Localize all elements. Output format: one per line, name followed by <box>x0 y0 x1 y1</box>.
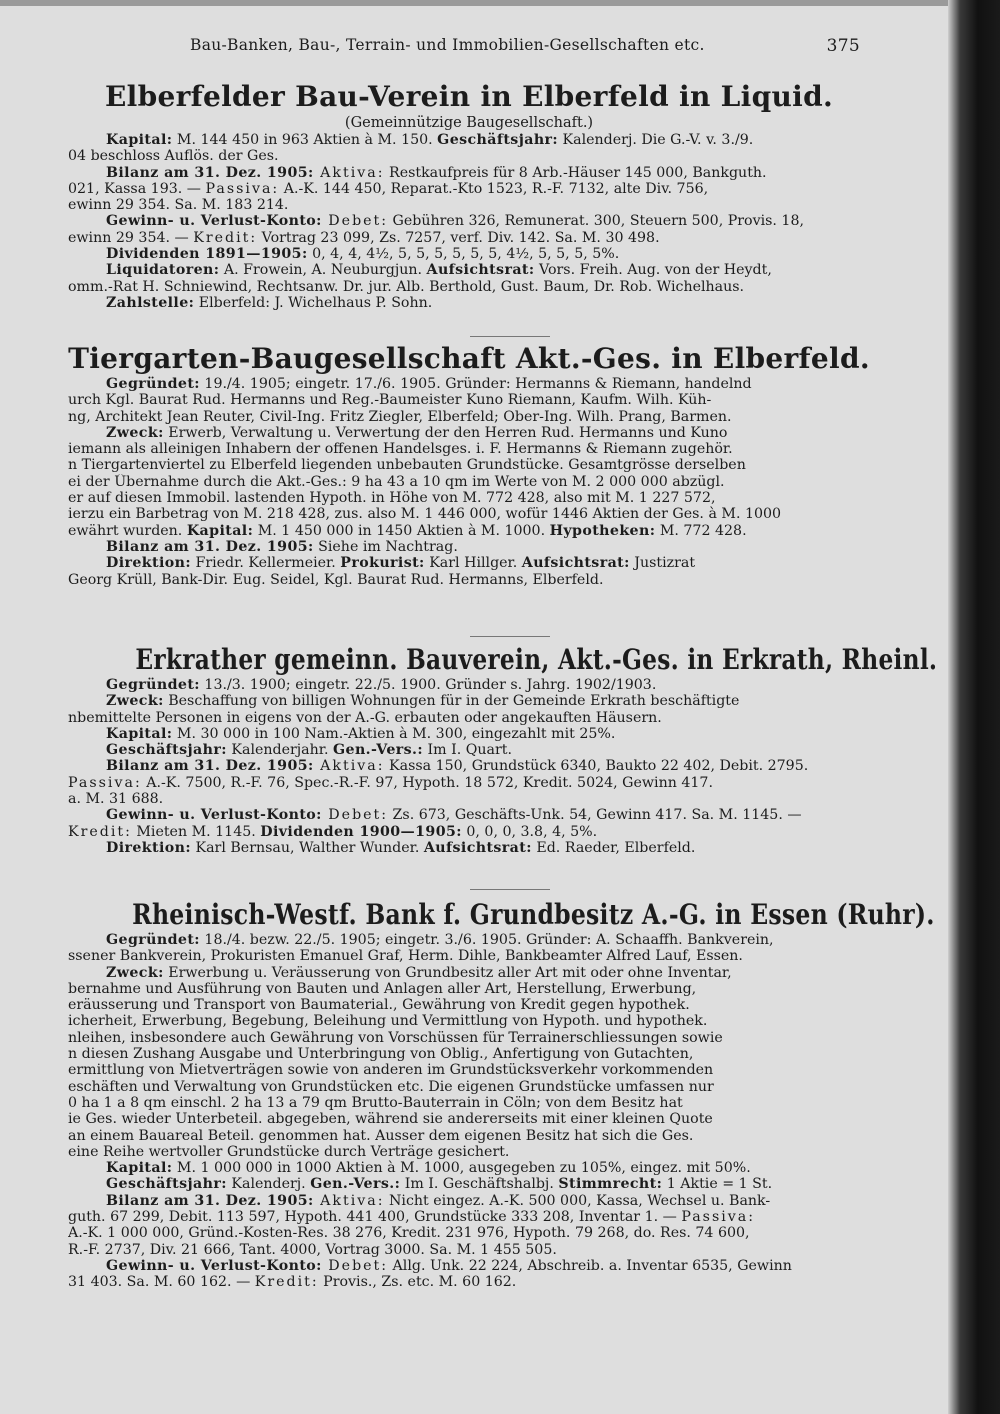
field-label: Gen.-Vers.: <box>310 1176 401 1193</box>
field-text: Georg Krüll, Bank-Dir. Eug. Seidel, Kgl. Baurat Rud. Hermanns, Elberfeld. <box>68 571 604 588</box>
field-text: A.-K. 1 000 000, Gründ.-Kosten-Res. 38 276, Kredit. 231 976, Hypoth. 79 268, do. Res. 74 600, <box>68 1225 750 1242</box>
text-line <box>68 742 870 758</box>
field-label: Direktion: <box>106 555 191 572</box>
text-line <box>68 246 870 262</box>
field-label: Gen.-Vers.: <box>333 742 424 759</box>
field-text: Gebühren 326, Remunerat. 300, Steuern 500, Provis. 18, <box>388 213 804 230</box>
field-label: Bilanz am 31. Dez. 1905: <box>106 164 314 181</box>
text-line <box>68 710 870 726</box>
field-text: nleihen, insbesondere auch Gewährung von Vorschüssen für Terrainerschliessungen sowie <box>68 1029 723 1046</box>
field-label: Geschäftsjahr: <box>106 742 227 759</box>
section-rheinisch-westf-bank <box>68 898 935 1291</box>
running-head <box>190 36 860 60</box>
text-line <box>68 1079 870 1095</box>
field-text: eschäften und Verwaltung von Grundstücken etc. Die eigenen Grundstücke umfassen nur <box>68 1078 714 1095</box>
field-text: Karl Bernsau, Walther Wunder. <box>190 839 424 856</box>
field-label: Bilanz am 31. Dez. 1905: <box>106 538 314 555</box>
section-elberfelder-bau-verein <box>68 80 870 311</box>
text-line <box>68 409 870 425</box>
section-body <box>68 677 870 856</box>
field-text: ng, Architekt Jean Reuter, Civil-Ing. Fritz Ziegler, Elberfeld; Ober-Ing. Wilh. Prang, Barmen. <box>68 408 732 425</box>
text-line <box>68 523 870 539</box>
field-label: Stimmrecht: <box>558 1176 663 1193</box>
field-text: M. 772 428. <box>655 522 747 539</box>
field-text: ewinn 29 354. — <box>68 229 194 246</box>
field-text: A.-K. 144 450, Reparat.-Kto 1523, R.-F. 7132, alte Div. 756, <box>279 180 709 197</box>
field-text: a. M. 31 688. <box>68 791 164 808</box>
field-text: n Tiergartenviertel zu Elberfeld liegenden unbebauten Grundstücke. Gesamtgrösse derselben <box>68 457 746 474</box>
text-line <box>68 1176 870 1192</box>
field-text: ewinn 29 354. Sa. M. 183 214. <box>68 197 289 214</box>
text-line <box>68 376 870 392</box>
section-body <box>68 132 870 311</box>
field-label: Kapital: <box>106 725 173 742</box>
text-line <box>68 677 870 693</box>
text-line <box>68 1046 870 1062</box>
field-text: nbemittelte Personen in eigens von der A.-G. erbauten oder angekauften Häusern. <box>68 709 662 726</box>
section-title: Erkrather gemeinn. Bauverein, Akt.-Ges. in Erkrath, Rheinl. <box>135 643 938 676</box>
field-text: Erwerbung u. Veräusserung von Grundbesitz aller Art mit oder ohne Inventar, <box>163 964 732 981</box>
field-text: Friedr. Kellermeier. <box>190 555 341 572</box>
field-text: Siehe im Nachtrag. <box>313 538 458 555</box>
text-line <box>68 1193 870 1209</box>
account-side-label: Debet: <box>321 807 389 824</box>
section-tiergarten-baugesellschaft <box>68 342 870 588</box>
field-text: Restkaufpreis für 8 Arb.-Häuser 145 000, Bankguth. <box>384 164 767 181</box>
section-subtitle: (Gemeinnützige Baugesellschaft.) <box>344 115 594 131</box>
field-text: M. 1 450 000 in 1450 Aktien à M. 1000. <box>253 522 550 539</box>
field-label: Liquidatoren: <box>106 262 220 279</box>
text-line <box>68 1209 870 1225</box>
text-line <box>68 1128 870 1144</box>
field-text: er auf diesen Immobil. lastenden Hypoth. in Höhe von M. 772 428, also mit M. 1 227 572, <box>68 490 716 507</box>
field-text: icherheit, Erwerbung, Begebung, Beleihung und Vermittlung von Hypoth. und hypothek. <box>68 1013 708 1030</box>
field-label: Dividenden 1900—1905: <box>260 823 462 840</box>
text-line <box>68 1160 870 1176</box>
field-text: eine Reihe wertvoller Grundstücke durch Verträge gesichert. <box>68 1143 510 1160</box>
page-right-edge-shadow <box>948 0 1000 1414</box>
field-text: Ed. Raeder, Elberfeld. <box>531 839 696 856</box>
field-text: 1 Aktie = 1 St. <box>662 1176 773 1193</box>
field-text: eräusserung und Transport von Baumaterial., Gewährung von Kredit gegen hypothek. <box>68 997 690 1014</box>
field-label: Bilanz am 31. Dez. 1905: <box>106 1192 314 1209</box>
field-text: Provis., Zs. etc. M. 60 162. <box>318 1274 517 1291</box>
field-text: Allg. Unk. 22 224, Abschreib. a. Inventar 6535, Gewinn <box>388 1257 792 1274</box>
field-text: 0, 4, 4, 4½, 5, 5, 5, 5, 5, 5, 4½, 5, 5, 5, 5%. <box>307 246 620 263</box>
field-text: Vortrag 23 099, Zs. 7257, verf. Div. 142. Sa. M. 30 498. <box>257 229 660 246</box>
field-text: Nicht eingez. A.-K. 500 000, Kassa, Wechsel u. Bank- <box>384 1192 771 1209</box>
text-line <box>68 490 870 506</box>
field-text: ermittlung von Mietverträgen sowie von anderen im Grundstücksverkehr vorkommenden <box>68 1062 714 1079</box>
text-line <box>68 775 870 791</box>
field-text: 0, 0, 0, 3.8, 4, 5%. <box>461 823 598 840</box>
field-label: Zweck: <box>106 693 164 710</box>
account-side-label: Kredit: <box>254 1274 319 1291</box>
text-line <box>68 572 870 588</box>
text-line <box>68 1062 870 1078</box>
running-head-title: Bau-Banken, Bau-, Terrain- und Immobilien-Gesellschaften etc. <box>190 36 705 54</box>
text-line <box>68 506 870 522</box>
field-label: Kapital: <box>106 1160 173 1177</box>
field-text: R.-F. 2737, Div. 21 666, Tant. 4000, Vortrag 3000. Sa. M. 1 455 505. <box>68 1241 557 1258</box>
field-text: Kalenderj. Die G.-V. v. 3./9. <box>558 132 754 148</box>
account-side-label: Debet: <box>321 1257 389 1274</box>
text-line <box>68 981 870 997</box>
field-text: ei der Übernahme durch die Akt.-Ges.: 9 ha 43 a 10 qm im Werte von M. 2 000 000 abzügl. <box>68 473 725 490</box>
text-line <box>68 392 870 408</box>
text-line <box>68 132 870 148</box>
field-text: Kalenderj. <box>226 1176 311 1193</box>
field-text: Vors. Freih. Aug. von der Heydt, <box>534 262 772 279</box>
field-text: Zs. 673, Geschäfts-Unk. 54, Gewinn 417. Sa. M. 1145. — <box>388 807 802 824</box>
text-line <box>68 1242 870 1258</box>
field-text: 13./3. 1900; eingetr. 22./5. 1900. Gründer s. Jahrg. 1902/1903. <box>199 677 657 693</box>
section-title: Elberfelder Bau-Verein in Elberfeld in Liquid. <box>105 80 833 113</box>
field-text: Kassa 150, Grundstück 6340, Baukto 22 402, Debit. 2795. <box>384 758 809 775</box>
text-line <box>68 758 870 774</box>
text-line <box>68 148 870 164</box>
text-line <box>68 295 870 311</box>
field-text: 19./4. 1905; eingetr. 17./6. 1905. Gründer: Hermanns & Riemann, handelnd <box>199 376 752 392</box>
field-text: Karl Hillger. <box>424 555 522 572</box>
page-top-edge <box>0 0 1000 6</box>
text-line <box>68 555 870 571</box>
section-divider <box>470 636 550 637</box>
section-divider <box>470 889 550 890</box>
text-line <box>68 824 870 840</box>
field-text: M. 1 000 000 in 1000 Aktien à M. 1000, ausgegeben zu 105%, eingez. mit 50%. <box>172 1160 751 1177</box>
field-text: M. 144 450 in 963 Aktien à M. 150. <box>172 132 438 148</box>
account-side-label: Aktiva: <box>313 758 385 775</box>
field-text: Justizrat <box>629 555 696 572</box>
text-line <box>68 807 870 823</box>
text-line <box>68 1013 870 1029</box>
text-line <box>68 474 870 490</box>
field-text: A. Frowein, A. Neuburgjun. <box>219 262 427 279</box>
text-line <box>68 1274 870 1290</box>
field-label: Hypotheken: <box>549 522 656 539</box>
field-label: Gegründet: <box>106 376 200 392</box>
field-text: urch Kgl. Baurat Rud. Hermanns und Reg.-Baumeister Kuno Riemann, Kaufm. Wilh. Küh- <box>68 392 712 409</box>
section-title: Rheinisch-Westf. Bank f. Grundbesitz A.-G. in Essen (Ruhr). <box>132 898 935 931</box>
text-line <box>68 1030 870 1046</box>
text-line <box>68 1111 870 1127</box>
field-label: Gewinn- u. Verlust-Konto: <box>106 1257 322 1274</box>
account-side-label: Kredit: <box>68 823 132 840</box>
field-text: omm.-Rat H. Schniewind, Rechtsanw. Dr. jur. Alb. Berthold, Gust. Baum, Dr. Rob. Wichelhaus. <box>68 278 745 295</box>
text-line <box>68 1225 870 1241</box>
text-line <box>68 213 870 229</box>
field-label: Zweck: <box>106 964 164 981</box>
field-text: Beschaffung von billigen Wohnungen für in der Gemeinde Erkrath beschäftigte <box>163 693 740 710</box>
field-text: 0 ha 1 a 8 qm einschl. 2 ha 13 a 79 qm Brutto-Bauterrain in Cöln; von dem Besitz hat <box>68 1094 683 1111</box>
field-text: Mieten M. 1145. <box>131 823 261 840</box>
field-label: Prokurist: <box>340 555 425 572</box>
field-text: guth. 67 299, Debit. 113 597, Hypoth. 441 400, Grundstücke 333 208, Inventar 1. — <box>68 1209 682 1226</box>
text-line <box>68 1258 870 1274</box>
field-label: Kapital: <box>106 132 173 148</box>
field-label: Gewinn- u. Verlust-Konto: <box>106 807 322 824</box>
account-side-label: Passiva: <box>205 180 280 197</box>
text-line <box>68 791 870 807</box>
text-line <box>68 197 870 213</box>
field-text: 021, Kassa 193. — <box>68 180 206 197</box>
text-line <box>68 165 870 181</box>
text-line <box>68 997 870 1013</box>
field-label: Dividenden 1891—1905: <box>106 246 308 263</box>
field-label: Zahlstelle: <box>106 294 195 311</box>
text-line <box>68 726 870 742</box>
text-line <box>68 840 870 856</box>
field-label: Aufsichtsrat: <box>423 839 532 856</box>
section-body <box>68 376 870 588</box>
account-side-label: Passiva: <box>681 1209 756 1226</box>
account-side-label: Passiva: <box>68 774 142 791</box>
text-line <box>68 1144 870 1160</box>
field-text: iemann als alleinigen Inhabern der offenen Handelsges. i. F. Hermanns & Riemann zugehör. <box>68 441 733 458</box>
section-erkrather-bauverein <box>68 643 938 856</box>
account-side-label: Aktiva: <box>313 164 385 181</box>
field-text: A.-K. 7500, R.-F. 76, Spec.-R.-F. 97, Hypoth. 18 572, Kredit. 5024, Gewinn 417. <box>141 774 713 791</box>
text-line <box>68 693 870 709</box>
field-text: Elberfeld: J. Wichelhaus P. Sohn. <box>194 294 433 311</box>
field-label: Gegründet: <box>106 677 200 693</box>
field-text: Kalenderjahr. <box>226 742 334 759</box>
field-text: Im I. Quart. <box>423 742 512 759</box>
field-text: n diesen Zushang Ausgabe und Unterbringung von Oblig., Anfertigung von Gutachten, <box>68 1046 694 1063</box>
text-line <box>68 539 870 555</box>
field-label: Direktion: <box>106 839 191 856</box>
field-label: Geschäftsjahr: <box>437 132 559 148</box>
field-text: 31 403. Sa. M. 60 162. — <box>68 1274 255 1291</box>
account-side-label: Aktiva: <box>313 1192 385 1209</box>
field-text: 18./4. bezw. 22./5. 1905; eingetr. 3./6. 1905. Gründer: A. Schaaffh. Bankverein, <box>199 932 774 948</box>
section-title: Tiergarten-Baugesellschaft Akt.-Ges. in Elberfeld. <box>68 342 870 375</box>
text-line <box>68 948 870 964</box>
field-label: Kapital: <box>186 522 254 539</box>
field-text: ierzu ein Barbetrag von M. 218 428, zus. also M. 1 446 000, wofür 1446 Aktien der Ges. à M. 1000 <box>68 506 782 523</box>
field-text: ssener Bankverein, Prokuristen Emanuel Graf, Herm. Dihle, Bankbeamter Alfred Lauf, Essen. <box>68 948 743 965</box>
field-text: 04 beschloss Auflös. der Ges. <box>68 148 279 165</box>
field-label: Zweck: <box>106 424 164 441</box>
field-text: Erwerb, Verwaltung u. Verwertung der den Herren Rud. Hermanns und Kuno <box>163 424 728 441</box>
field-label: Bilanz am 31. Dez. 1905: <box>106 758 314 775</box>
field-text: M. 30 000 in 100 Nam.-Aktien à M. 300, eingezahlt mit 25%. <box>172 725 616 742</box>
section-divider <box>470 336 550 337</box>
field-label: Aufsichtsrat: <box>426 262 535 279</box>
page-number: 375 <box>826 36 860 56</box>
text-line <box>68 181 870 197</box>
field-label: Gewinn- u. Verlust-Konto: <box>106 213 322 230</box>
field-text: ie Ges. wieder Unterbeteil. abgegeben, während sie andererseits mit einer kleinen Quote <box>68 1111 713 1128</box>
field-text: an einem Bauareal Beteil. genommen hat. Ausser dem eigenen Besitz hat sich die Ges. <box>68 1127 694 1144</box>
text-line <box>68 965 870 981</box>
text-line <box>68 425 870 441</box>
text-line <box>68 262 870 278</box>
field-label: Gegründet: <box>106 932 200 948</box>
text-line <box>68 279 870 295</box>
field-label: Aufsichtsrat: <box>521 555 630 572</box>
account-side-label: Debet: <box>321 213 389 230</box>
account-side-label: Kredit: <box>193 229 258 246</box>
text-line <box>68 457 870 473</box>
field-text: ewährt wurden. <box>68 522 187 539</box>
section-body <box>68 932 870 1291</box>
text-line <box>68 441 870 457</box>
field-text: Im I. Geschäftshalbj. <box>400 1176 559 1193</box>
text-line <box>68 932 870 948</box>
field-label: Geschäftsjahr: <box>106 1176 227 1193</box>
text-line <box>68 1095 870 1111</box>
field-text: bernahme und Ausführung von Bauten und Anlagen aller Art, Herstellung, Erwerbung, <box>68 980 697 997</box>
text-line <box>68 230 870 246</box>
